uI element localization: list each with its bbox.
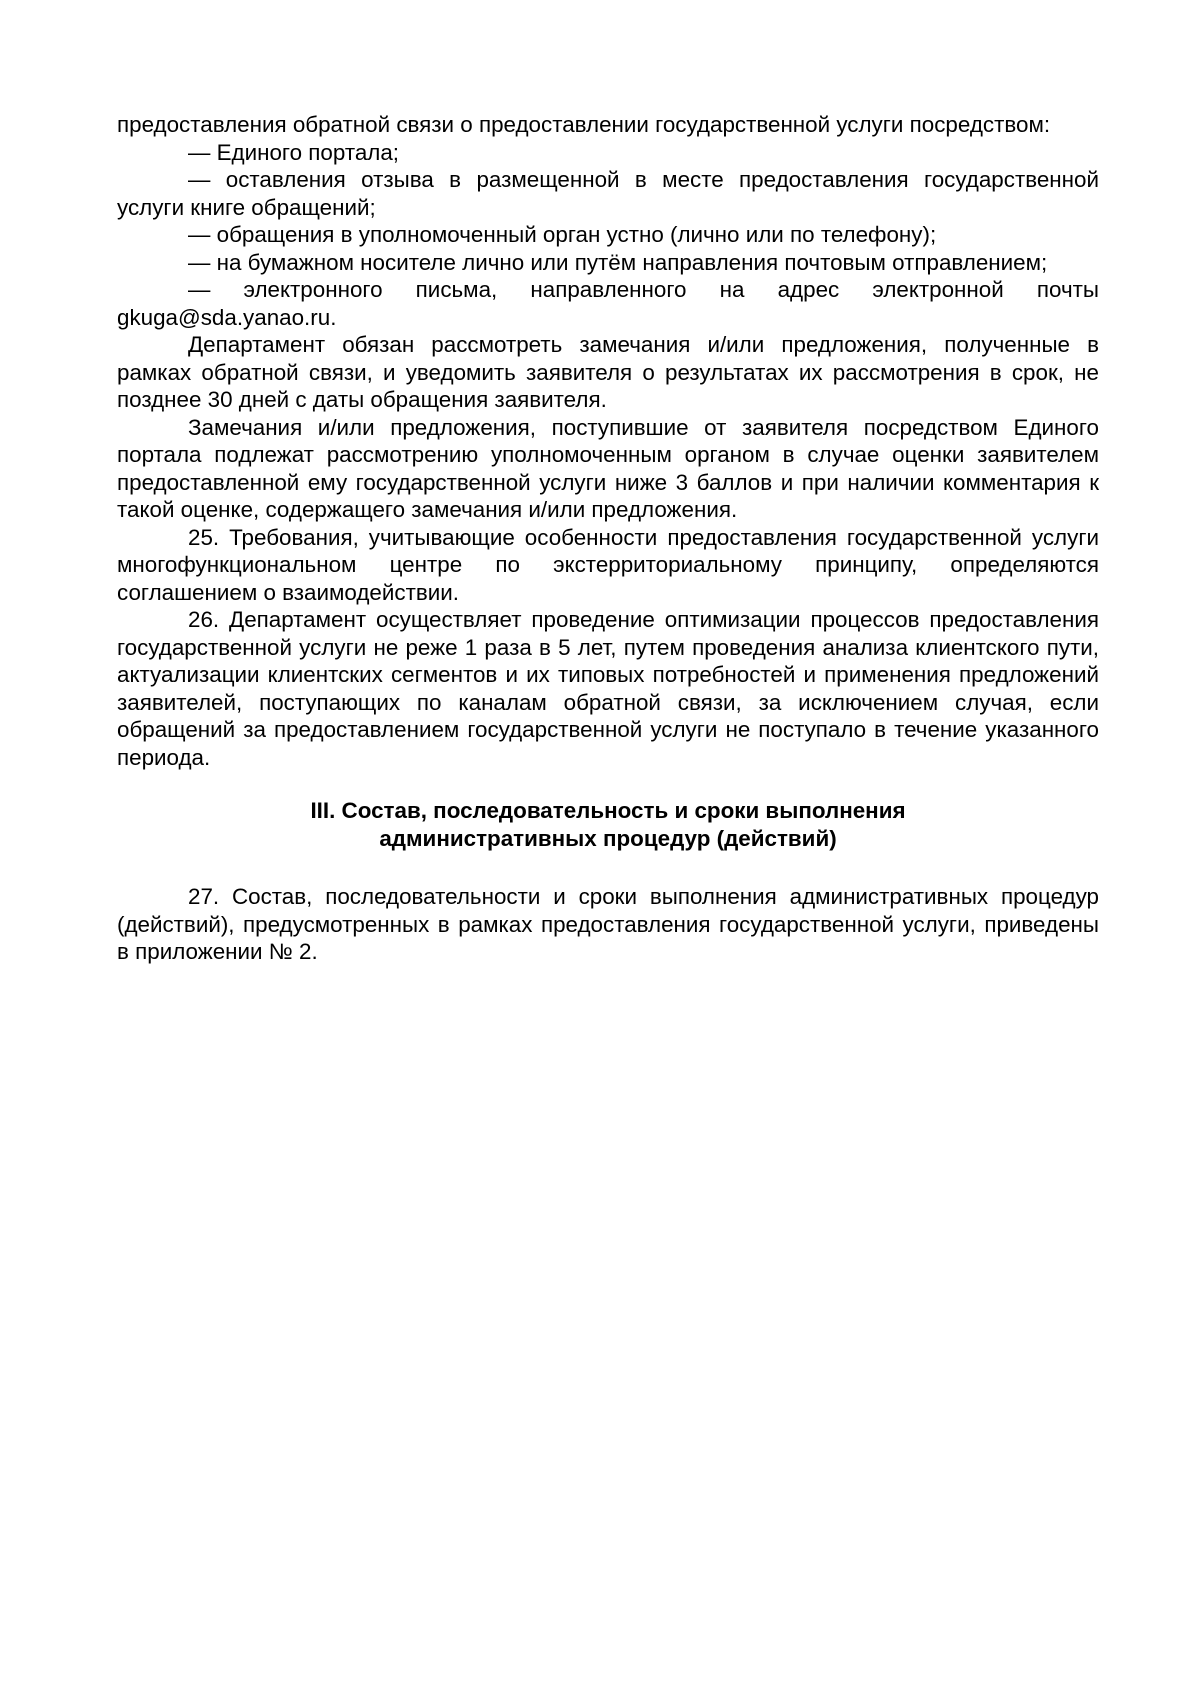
document-page [117,111,1099,966]
list-item-unified-portal: — Единого портала; [188,139,400,165]
section-heading-line-2: административных процедур (действий) [379,825,837,851]
paragraph-25: 25. Требования, учитывающие особенности предоставления государственной услуги многофункциональном центре по экстерриториальному принципу, определяются соглашением о взаимодействии. [117,524,1099,605]
paragraph-feedback-intro: предоставления обратной связи о предоставлении государственной услуги посредством: [117,112,1051,137]
paragraph-27: 27. Состав, последовательности и сроки выполнения административных процедур (действий), предусмотренных в рамках предоставления государственной услуги, приведены в приложении № 2. [117,884,1099,964]
list-item-complaint-book: — оставления отзыва в размещенной в месте предоставления государственной услуги книге обращений; [117,167,1099,220]
paragraph-portal-remarks: Замечания и/или предложения, поступившие от заявителя посредством Единого портала подлежат рассмотрению уполномоченным органом в случае оценки заявителем предоставленной ему государственной услуги ниже 3 баллов и при наличии комментария к такой оценке, содержащего замечания и/или предложения. [117,414,1099,522]
section-heading [117,797,1099,852]
list-item-email: — электронного письма, направленного на адрес электронной почты gkuga@sda.yanao.ru. [117,277,1099,330]
paragraph-26: 26. Департамент осуществляет проведение оптимизации процессов предоставления государственной услуги не реже 1 раза в 5 лет, путем проведения анализа клиентского пути, актуализации клиентских сегментов и их типовых потребностей и применения предложений заявителей, поступающих по каналам обратной связи, за исключением случая, если обращений за предоставлением государственной услуги не поступало в течение указанного периода. [117,607,1099,770]
list-item-oral-appeal: — обращения в уполномоченный орган устно (лично или по телефону); [188,222,937,247]
paragraph-department-duty: Департамент обязан рассмотреть замечания и/или предложения, полученные в рамках обратной связи, и уведомить заявителя о результатах их рассмотрения в срок, не позднее 30 дней с даты обращения заявителя. [117,332,1099,412]
list-item-paper-mail: — на бумажном носителе лично или путём направления почтовым отправлением; [188,249,1048,275]
section-heading-line-1: III. Состав, последовательность и сроки выполнения [310,798,906,823]
